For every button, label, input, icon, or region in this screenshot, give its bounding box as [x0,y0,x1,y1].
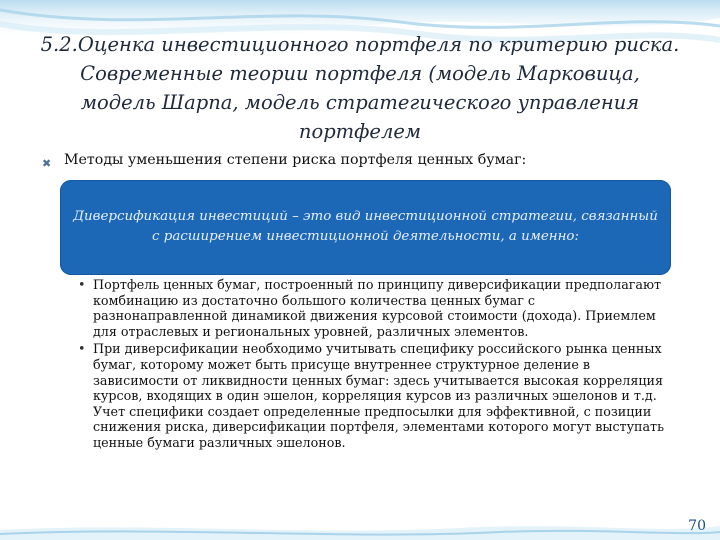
diversification-list [75,277,665,453]
page-number: 70 [688,518,706,534]
x-mark-icon: ✖ [42,157,52,170]
list-item-text: При диверсификации необходимо учитывать специфику российского рынка ценных бумаг, которому может быть присуще внутреннее структурное деление в зависимости от ликвидности ценных бумаг: здесь учитывается высокая корреляция курсов, входящих в один эшелон, корреляция курсов из различных эшелонов и т.д. Учет специфики создает определенные предпосылки для эффективной, с позиции снижения риска, диверсификации портфеля, элементами которого могут выступать ценные бумаги различных эшелонов. [93,341,664,450]
callout-text: Диверсификация инвестиций – это вид инвестиционной стратегии, связанный с расширением инвестиционной деятельности, а именно: [73,209,658,244]
diversification-callout [60,180,671,275]
slide-title: 5.2.Оценка инвестиционного портфеля по критерию риска. Современные теории портфеля (модель Марковица, модель Шарпа, модель стратегического управления портфелем [40,33,680,143]
decorative-wave-bottom [0,500,720,540]
bullet-dot-icon: • [78,341,86,357]
bullet-methods-text: Методы уменьшения степени риска портфеля ценных бумаг: [64,152,527,168]
list-item [75,341,665,450]
list-item-text: Портфель ценных бумаг, построенный по принципу диверсификации предполагают комбинацию из достаточно большого количества ценных бумаг с разнонаправленной динамикой движения курсовой стоимости (дохода). Приемлем для отраслевых и региональных уровней, различных элементов. [93,277,662,339]
list-item [75,277,665,339]
bullet-methods [44,151,684,170]
bullet-dot-icon: • [78,277,86,292]
